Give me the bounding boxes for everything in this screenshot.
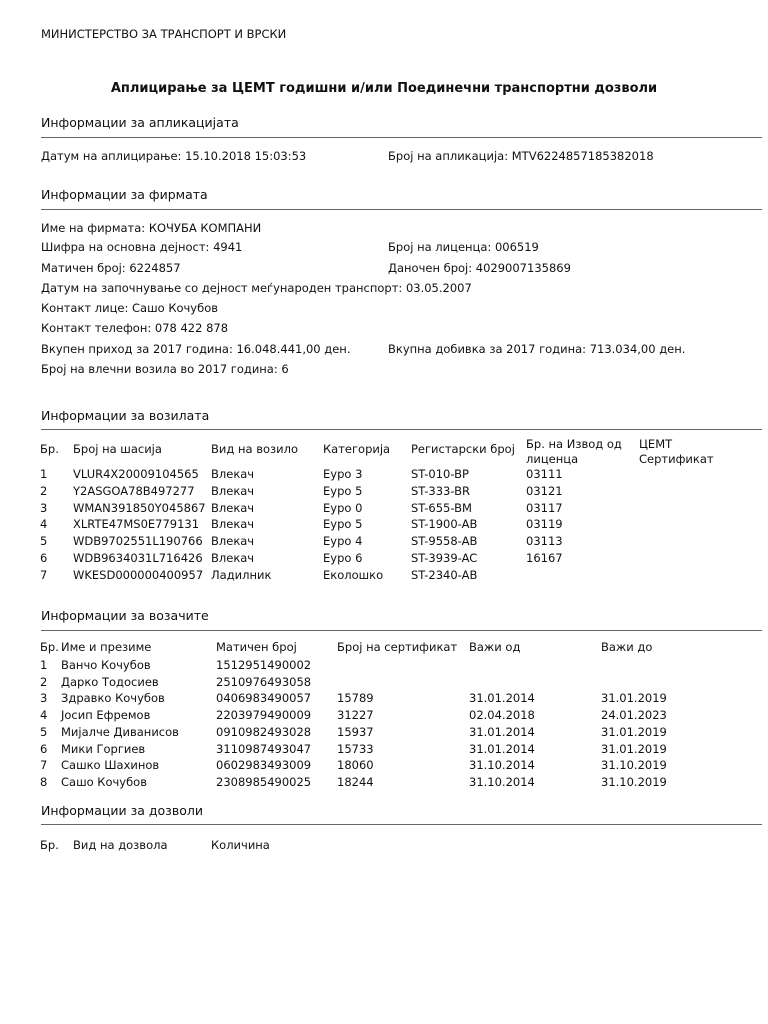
column-header: Количина (211, 838, 270, 852)
table-cell: Влекач (211, 534, 255, 549)
application-date: Датум на аплицирање: 15.10.2018 15:03:53 (41, 149, 307, 163)
company-registration-number: Матичен број: 6224857 (41, 261, 181, 275)
table-cell: 1512951490002 (216, 658, 312, 672)
table-row (0, 466, 768, 482)
table-cell: ST-655-BM (411, 500, 472, 515)
application-info-heading: Информации за апликацијата (41, 115, 239, 130)
table-cell: 15733 (337, 741, 374, 756)
table-cell: 15789 (337, 691, 374, 706)
table-cell: 5 (40, 724, 48, 739)
company-revenue: Вкупен приход за 2017 година: 16.048.441,00 ден. (41, 342, 351, 356)
column-header: Број на шасија (73, 442, 162, 456)
column-header: Бр. (40, 838, 59, 852)
table-cell: Еуро 3 (323, 467, 363, 481)
vehicles-table-header (0, 437, 768, 466)
table-cell: 5 (40, 534, 48, 549)
table-cell: Еуро 4 (323, 534, 363, 549)
table-cell: Влекач (211, 517, 255, 532)
table-cell: Сашо Кочубов (61, 774, 147, 789)
column-header: Бр. (40, 640, 59, 654)
drivers-info-heading: Информации за возачите (41, 608, 209, 623)
table-cell: WDB9634031L716426 (73, 551, 203, 565)
table-cell: Мики Горгиев (61, 741, 146, 756)
table-cell: 31.01.2014 (469, 741, 535, 756)
column-header: Вид на возило (211, 442, 298, 456)
table-cell: 1 (40, 658, 48, 672)
table-cell: 31.10.2019 (601, 758, 667, 773)
table-cell: 02.04.2018 (469, 708, 535, 723)
table-cell: Сашко Шахинов (61, 758, 160, 773)
table-cell: ST-010-BP (411, 467, 469, 481)
table-cell: ST-2340-AB (411, 567, 478, 582)
section-divider (41, 429, 762, 430)
application-number: Број на апликација: MTV6224857185382018 (388, 149, 654, 163)
column-header: ЦЕМТ Сертификат (639, 437, 714, 466)
table-row (0, 707, 768, 723)
table-row (0, 757, 768, 773)
table-cell: 31.01.2019 (601, 691, 667, 706)
table-cell: 3 (40, 500, 48, 515)
column-header: Вид на дозвола (73, 838, 168, 852)
table-cell: 24.01.2023 (601, 708, 667, 723)
company-license-number: Број на лиценца: 006519 (388, 240, 539, 254)
table-row (0, 500, 768, 516)
table-cell: ST-9558-AB (411, 534, 478, 549)
column-header: Име и презиме (61, 640, 152, 654)
table-cell: 31.10.2019 (601, 774, 667, 789)
page-title: Аплицирање за ЦЕМТ годишни и/или Поединечни транспортни дозволи (110, 81, 658, 96)
table-cell: 0406983490057 (216, 691, 312, 706)
permits-info-heading: Информации за дозволи (41, 803, 203, 818)
table-cell: 16167 (526, 551, 563, 565)
company-start-date: Датум на започнување со дејност меѓународен транспорт: 03.05.2007 (41, 281, 472, 295)
section-divider (41, 630, 762, 631)
table-cell: 8 (40, 774, 48, 789)
column-header: Регистарски број (411, 442, 515, 456)
table-cell: 15937 (337, 724, 374, 739)
column-header: Важи до (601, 640, 653, 654)
table-cell: 7 (40, 567, 48, 582)
table-cell: 31.10.2014 (469, 758, 535, 773)
table-cell: 2 (40, 674, 48, 689)
table-cell: 2 (40, 483, 48, 498)
company-activity-code: Шифра на основна дејност: 4941 (41, 240, 243, 254)
company-contact-person: Контакт лице: Сашо Кочубов (41, 301, 219, 315)
table-cell: Еколошко (323, 567, 384, 582)
column-header: Матичен број (216, 640, 297, 654)
table-cell: Еуро 6 (323, 551, 363, 565)
table-cell: 31.01.2019 (601, 724, 667, 739)
table-cell: ST-1900-AB (411, 517, 478, 532)
column-header: Бр. на Извод од лиценца (526, 437, 622, 466)
column-header: Бр. (40, 442, 59, 456)
table-cell: ST-3939-AC (411, 551, 478, 565)
table-row (0, 550, 768, 566)
table-row (0, 567, 768, 583)
table-cell: Јосип Ефремов (61, 708, 151, 723)
table-cell: 03119 (526, 517, 563, 532)
table-cell: Ладилник (211, 567, 272, 582)
table-cell: 03121 (526, 483, 563, 498)
table-cell: 4 (40, 708, 48, 723)
table-row (0, 516, 768, 532)
column-header: Важи од (469, 640, 521, 654)
table-row (0, 674, 768, 690)
table-row (0, 483, 768, 499)
table-cell: 31227 (337, 708, 374, 723)
table-row (0, 774, 768, 790)
table-cell: 31.01.2019 (601, 741, 667, 756)
table-cell: Еуро 5 (323, 517, 363, 532)
company-info-heading: Информации за фирмата (41, 187, 208, 202)
table-cell: XLRTE47MS0E779131 (73, 517, 200, 532)
table-row (0, 690, 768, 706)
table-cell: 03111 (526, 467, 563, 481)
table-cell: 4 (40, 517, 48, 532)
drivers-table-header (0, 639, 768, 655)
table-cell: Еуро 5 (323, 483, 363, 498)
table-cell: VLUR4X20009104565 (73, 467, 199, 481)
company-vehicles-count: Број на влечни возила во 2017 година: 6 (41, 362, 289, 376)
table-cell: 0602983493009 (216, 758, 312, 773)
table-cell: 0910982493028 (216, 724, 312, 739)
table-cell: 2510976493058 (216, 674, 312, 689)
table-row (0, 741, 768, 757)
table-cell: 3110987493047 (216, 741, 312, 756)
table-cell: ST-333-BR (411, 483, 470, 498)
table-cell: 31.10.2014 (469, 774, 535, 789)
company-name: Име на фирмата: КОЧУБА КОМПАНИ (41, 221, 262, 235)
table-cell: Влекач (211, 467, 255, 481)
table-cell: Влекач (211, 551, 255, 565)
table-cell: 6 (40, 741, 48, 756)
company-contact-phone: Контакт телефон: 078 422 878 (41, 321, 229, 335)
company-profit: Вкупна добивка за 2017 година: 713.034,00 ден. (388, 342, 686, 356)
table-cell: 03113 (526, 534, 563, 549)
table-cell: Здравко Кочубов (61, 691, 165, 706)
permits-table-header (0, 837, 768, 853)
table-cell: 31.01.2014 (469, 724, 535, 739)
table-cell: 3 (40, 691, 48, 706)
table-cell: WKESD000000400957 (73, 567, 204, 582)
table-cell: Влекач (211, 500, 255, 515)
table-cell: Влекач (211, 483, 255, 498)
company-tax-number: Даночен број: 4029007135869 (388, 261, 571, 275)
ministry-name: МИНИСТЕРСТВО ЗА ТРАНСПОРТ И ВРСКИ (41, 27, 287, 41)
table-cell: 7 (40, 758, 48, 773)
column-header: Број на сертификат (337, 640, 458, 654)
section-divider (41, 137, 762, 138)
table-cell: 1 (40, 467, 48, 481)
section-divider (41, 824, 762, 825)
table-cell: Дарко Тодосиев (61, 674, 159, 689)
table-cell: Еуро 0 (323, 500, 363, 515)
table-cell: 03117 (526, 500, 563, 515)
table-cell: 2308985490025 (216, 774, 312, 789)
table-cell: Мијалче Диванисов (61, 724, 179, 739)
column-header: Категорија (323, 442, 391, 456)
table-cell: WMAN391850Y045867 (73, 500, 206, 515)
table-cell: Ванчо Кочубов (61, 658, 151, 672)
table-cell: 31.01.2014 (469, 691, 535, 706)
table-cell: Y2ASGOA78B497277 (73, 483, 195, 498)
section-divider (41, 209, 762, 210)
table-row (0, 657, 768, 673)
vehicles-info-heading: Информации за возилата (41, 408, 210, 423)
table-cell: 2203979490009 (216, 708, 312, 723)
table-cell: 6 (40, 551, 48, 565)
table-row (0, 724, 768, 740)
table-cell: WDB9702551L190766 (73, 534, 203, 549)
table-cell: 18244 (337, 774, 374, 789)
table-row (0, 533, 768, 549)
table-cell: 18060 (337, 758, 374, 773)
